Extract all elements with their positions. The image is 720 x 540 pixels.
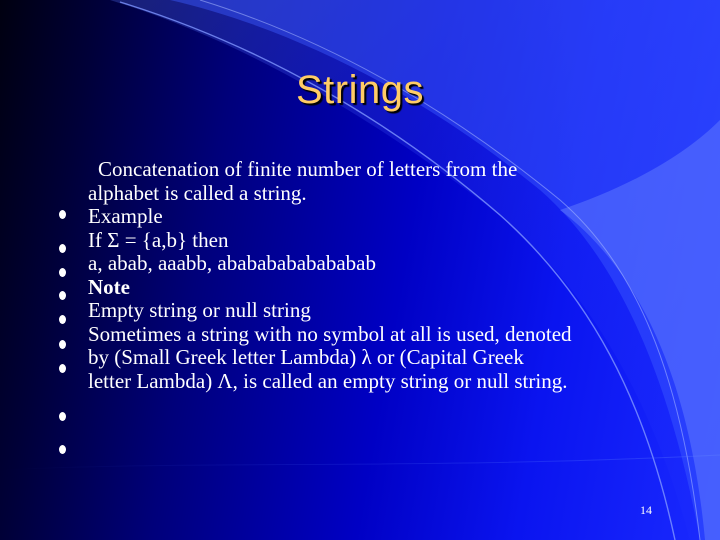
bullet-icon xyxy=(59,210,66,219)
bullet-icon xyxy=(59,445,66,454)
bullet-icon xyxy=(59,364,66,373)
body-line-alphabet: If Σ = {a,b} then xyxy=(88,227,229,252)
body-line-lambda-3: letter Lambda) Λ, is called an empty string or null string. xyxy=(88,368,568,393)
bullet-icon xyxy=(59,268,66,277)
body-line-empty-string: Empty string or null string xyxy=(88,298,311,322)
body-line-example-strings: a, abab, aaabb, abababababababab xyxy=(88,251,376,275)
page-number: 14 xyxy=(640,503,652,517)
bullet-icon xyxy=(59,315,66,324)
body-line-example-heading: Example xyxy=(88,204,163,228)
body-line-definition-cont: alphabet is called a string. xyxy=(88,180,307,205)
slide-body xyxy=(88,158,668,393)
body-line-definition: Concatenation of finite number of letters from the xyxy=(98,157,518,181)
bullet-icon xyxy=(59,291,66,300)
body-line-lambda-2: by (Small Greek letter Lambda) λ or (Capital Greek xyxy=(88,345,524,369)
bullet-icon xyxy=(59,412,66,421)
bullet-icon xyxy=(59,340,66,349)
body-line-lambda-1: Sometimes a string with no symbol at all is used, denoted xyxy=(88,321,572,346)
body-line-note-heading: Note xyxy=(88,274,130,299)
slide-title: Strings xyxy=(296,68,424,112)
bullet-icon xyxy=(59,244,66,253)
